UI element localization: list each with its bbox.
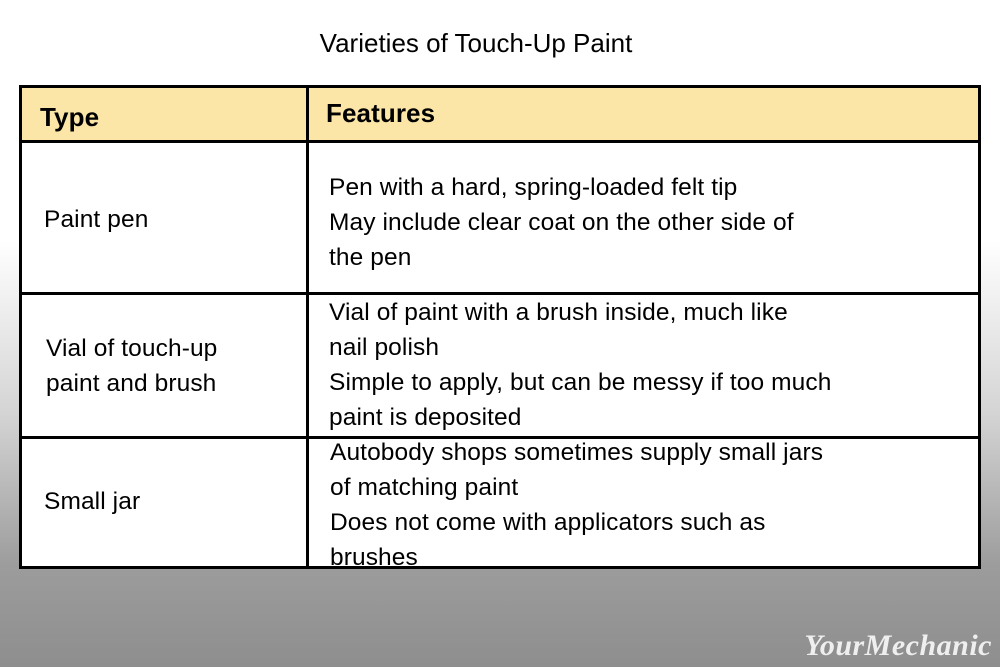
header-type: Type (40, 102, 100, 132)
page-title: Varieties of Touch-Up Paint (319, 28, 633, 58)
features-cell (329, 170, 969, 275)
header-features: Features (326, 98, 436, 128)
features-cell (329, 295, 969, 435)
features-cell (330, 435, 970, 575)
yourmechanic-watermark-logo: YourMechanic (804, 629, 992, 662)
type-cell (44, 484, 294, 519)
type-text: Small jar (44, 488, 141, 515)
table-row (22, 143, 978, 295)
feature-text: May include clear coat on the other side of (329, 209, 794, 236)
table-row (22, 439, 978, 571)
table-header-row (22, 88, 978, 143)
feature-text: Simple to apply, but can be messy if too much (329, 369, 832, 396)
table-row (22, 295, 978, 439)
feature-text: Pen with a hard, spring-loaded felt tip (329, 174, 738, 201)
feature-text: nail polish (329, 334, 440, 361)
feature-text: brushes (330, 544, 418, 571)
type-cell (44, 202, 294, 237)
feature-text: of matching paint (330, 474, 519, 501)
column-divider (306, 88, 309, 566)
type-text: Paint pen (44, 206, 149, 233)
type-text: paint and brush (46, 370, 217, 397)
type-text: Vial of touch-up (46, 335, 218, 362)
feature-text: Does not come with applicators such as (330, 509, 766, 536)
feature-text: the pen (329, 244, 412, 271)
feature-text: Autobody shops sometimes supply small jars (330, 439, 824, 466)
touch-up-paint-table (19, 85, 981, 569)
feature-text: paint is deposited (329, 404, 522, 431)
feature-text: Vial of paint with a brush inside, much like (329, 299, 788, 326)
type-cell (46, 331, 296, 401)
